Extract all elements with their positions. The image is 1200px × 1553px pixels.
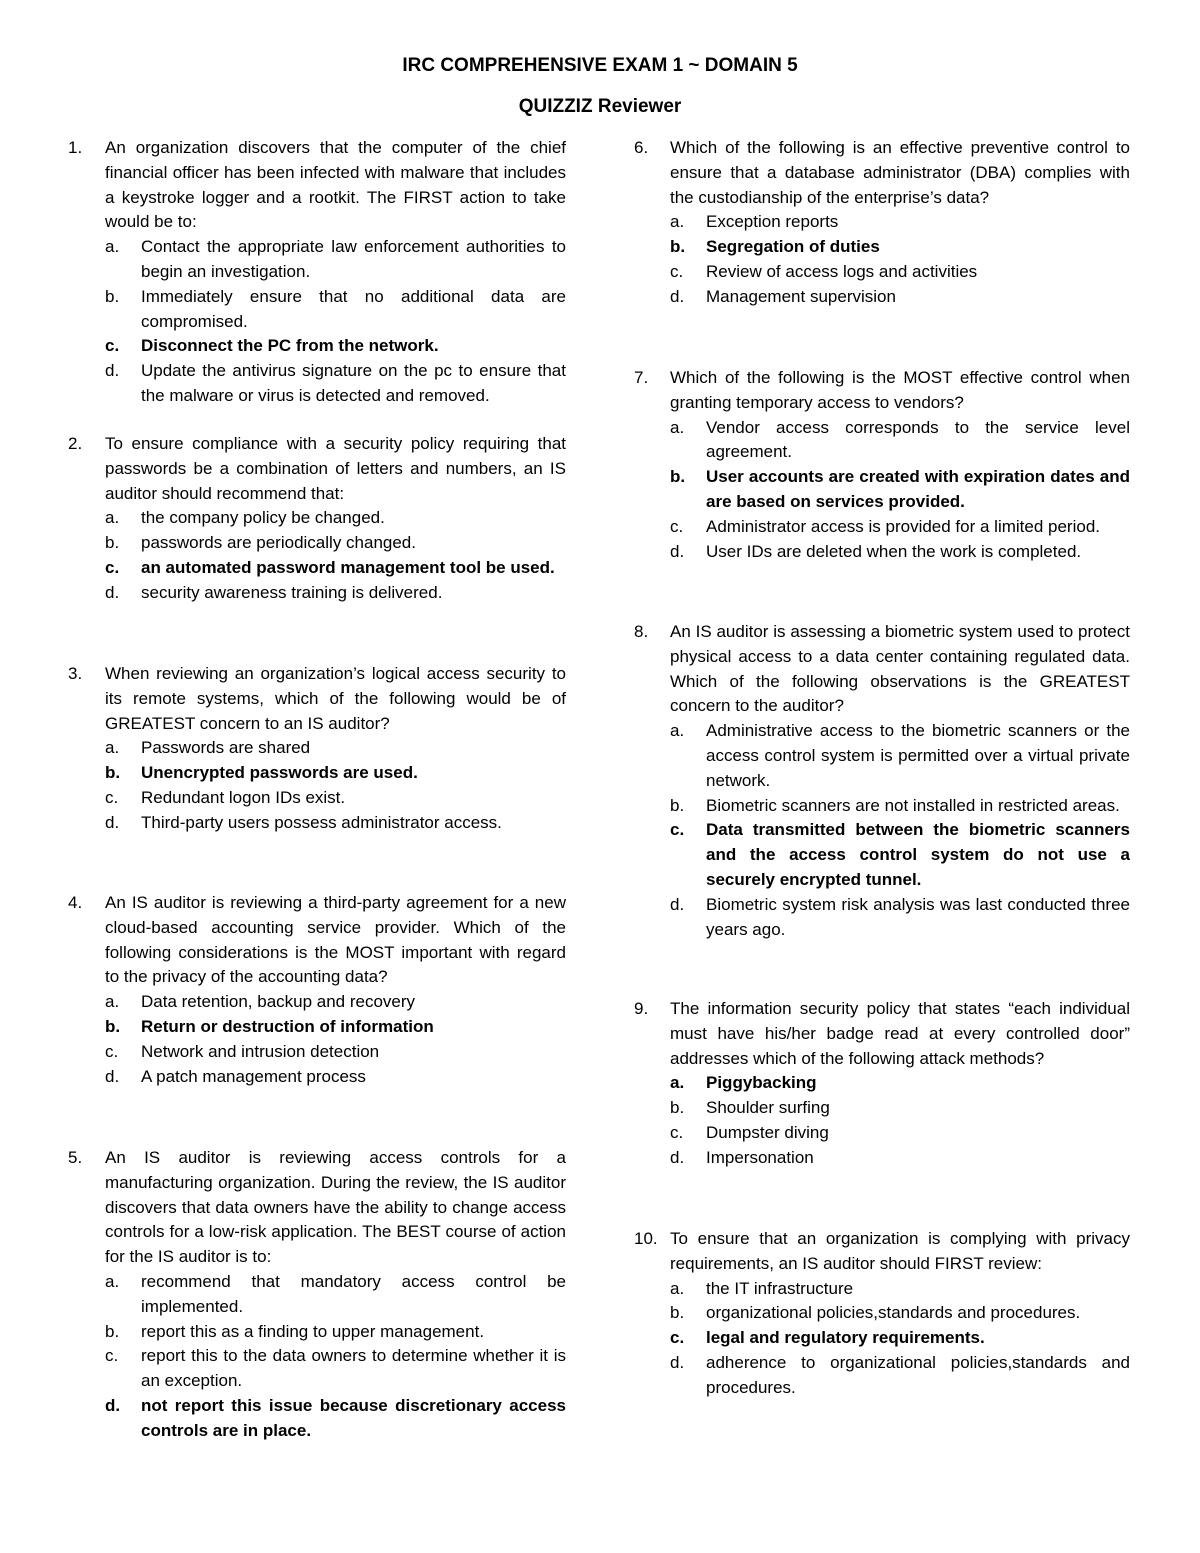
option-letter: b. — [670, 795, 685, 815]
question-number: 7. — [634, 368, 649, 387]
question-number: 9. — [634, 999, 649, 1018]
option-text: passwords are periodically changed. — [141, 533, 416, 553]
question-stem: The information security policy that states “each individual must have his/her badge read at every controlled door” addresses which of the following attack methods? — [670, 999, 1130, 1068]
option-letter: d. — [105, 361, 120, 381]
question-9 — [634, 997, 1130, 1171]
option-text: Administrative access to the biometric scanners or the access control system is permitted over a virtual private network. — [706, 721, 1130, 790]
option-text: Network and intrusion detection — [141, 1041, 380, 1061]
option-letter: a. — [670, 1278, 685, 1298]
option-text: organizational policies,standards and procedures. — [706, 1303, 1081, 1323]
question-3 — [68, 662, 566, 836]
option-letter: a. — [105, 738, 120, 758]
question-number: 3. — [68, 664, 83, 683]
correct-answer-text: Disconnect the PC from the network. — [141, 336, 439, 356]
option-text: recommend that mandatory access control be implemented. — [141, 1271, 566, 1316]
question-1 — [68, 136, 566, 409]
option-letter: b. — [670, 467, 686, 487]
question-stem: To ensure that an organization is complying with privacy requirements, an IS auditor should FIRST review: — [670, 1229, 1130, 1273]
option-letter: b. — [105, 1321, 120, 1341]
option-text: Contact the appropriate law enforcement authorities to begin an investigation. — [141, 237, 566, 281]
correct-answer-text: legal and regulatory requirements. — [706, 1328, 985, 1348]
question-stem: An organization discovers that the computer of the chief financial officer has been infected with malware that includes a keystroke logger and a rootkit. The FIRST action to take would be to: — [105, 138, 566, 232]
question-stem: To ensure compliance with a security policy requiring that passwords be a combination of letters and numbers, an IS auditor should recommend that: — [105, 434, 566, 503]
question-number: 10. — [634, 1229, 658, 1248]
question-2 — [68, 432, 566, 606]
option-letter: d. — [670, 1147, 685, 1167]
option-text: security awareness training is delivered. — [141, 582, 443, 602]
question-6 — [634, 136, 1130, 310]
option-letter: d. — [670, 286, 685, 306]
option-letter: b. — [670, 1303, 685, 1323]
option-text: report this to the data owners to determine whether it is an exception. — [141, 1346, 566, 1391]
option-text: Biometric scanners are not installed in restricted areas. — [706, 795, 1120, 815]
option-letter: a. — [670, 212, 685, 232]
option-text: Third-party users possess administrator access. — [141, 812, 502, 832]
correct-answer-text: Return or destruction of information — [141, 1016, 434, 1036]
question-number: 6. — [634, 138, 649, 157]
option-text: Passwords are shared — [141, 738, 311, 758]
option-letter: b. — [105, 286, 120, 306]
option-letter: c. — [670, 820, 685, 840]
option-letter: c. — [105, 1041, 119, 1061]
option-letter: a. — [105, 992, 120, 1012]
option-letter: c. — [670, 1122, 684, 1142]
correct-answer-text: User accounts are created with expiration dates and are based on services provided. — [706, 467, 1130, 511]
option-letter: a. — [105, 1271, 120, 1291]
option-letter: b. — [670, 237, 686, 257]
option-letter: c. — [105, 1346, 119, 1366]
option-text: the company policy be changed. — [141, 508, 385, 528]
option-letter: c. — [105, 787, 119, 807]
question-stem: An IS auditor is reviewing access controls for a manufacturing organization. During the review, the IS auditor discovers that data owners have the ability to change access controls for a low-risk application. The BEST course of action for the IS auditor is to: — [105, 1148, 566, 1267]
correct-answer-text: Segregation of duties — [706, 237, 880, 257]
option-text: A patch management process — [141, 1066, 366, 1086]
option-letter: c. — [670, 261, 684, 281]
question-number: 4. — [68, 893, 83, 912]
option-text: Update the antivirus signature on the pc to ensure that the malware or virus is detected and removed. — [141, 361, 566, 405]
option-letter: b. — [105, 533, 120, 553]
option-text: Shoulder surfing — [706, 1098, 830, 1118]
option-letter: b. — [105, 763, 121, 783]
option-text: Management supervision — [706, 286, 896, 306]
option-letter: d. — [670, 541, 685, 561]
question-number: 2. — [68, 434, 83, 453]
option-text: the IT infrastructure — [706, 1278, 854, 1298]
option-letter: a. — [105, 237, 120, 257]
option-letter: d. — [105, 812, 120, 832]
option-letter: b. — [670, 1098, 685, 1118]
option-letter: d. — [105, 1395, 121, 1415]
option-letter: d. — [670, 894, 685, 914]
correct-answer-text: Piggybacking — [706, 1073, 817, 1093]
question-stem: When reviewing an organization’s logical access security to its remote systems, which of the following would be of GREATEST concern to an IS auditor? — [105, 664, 566, 733]
question-10 — [634, 1227, 1130, 1401]
question-number: 5. — [68, 1148, 83, 1167]
question-stem: An IS auditor is reviewing a third-party agreement for a new cloud-based accounting service provider. Which of the following considerations is the MOST important with regard to the privacy of the accounting data? — [105, 893, 566, 987]
option-text: Redundant logon IDs exist. — [141, 787, 346, 807]
question-stem: Which of the following is an effective preventive control to ensure that a database administrator (DBA) complies with the custodianship of the enterprise’s data? — [670, 138, 1130, 207]
question-number: 1. — [68, 138, 83, 157]
option-text: Administrator access is provided for a limited period. — [706, 516, 1100, 536]
option-letter: a. — [670, 1073, 685, 1093]
option-text: Review of access logs and activities — [706, 261, 978, 281]
option-text: Immediately ensure that no additional data are compromised. — [141, 286, 566, 331]
option-text: Biometric system risk analysis was last conducted three years ago. — [706, 894, 1130, 939]
option-text: Vendor access corresponds to the service level agreement. — [706, 417, 1130, 462]
correct-answer-text: an automated password management tool be used. — [141, 557, 555, 577]
option-letter: a. — [670, 721, 685, 741]
question-5 — [68, 1146, 566, 1444]
option-text: Exception reports — [706, 212, 839, 232]
option-letter: d. — [105, 582, 120, 602]
option-letter: a. — [105, 508, 120, 528]
correct-answer-text: not report this issue because discretionary access controls are in place. — [141, 1395, 566, 1440]
option-letter: b. — [105, 1016, 121, 1036]
option-text: Data retention, backup and recovery — [141, 992, 416, 1012]
correct-answer-text: Data transmitted between the biometric scanners and the access control system do not use a securely encrypted tunnel. — [706, 820, 1130, 889]
option-text: Dumpster diving — [706, 1122, 829, 1142]
question-4 — [68, 891, 566, 1089]
question-stem: An IS auditor is assessing a biometric system used to protect physical access to a data center containing regulated data. Which of the following observations is the GREATEST concern to the auditor? — [670, 622, 1130, 716]
option-letter: c. — [105, 557, 120, 577]
option-text: adherence to organizational policies,standards and procedures. — [706, 1352, 1130, 1397]
question-stem: Which of the following is the MOST effective control when granting temporary access to vendors? — [670, 368, 1130, 412]
option-letter: d. — [670, 1352, 685, 1372]
page-subtitle: QUIZZIZ Reviewer — [518, 96, 682, 117]
option-letter: d. — [105, 1066, 120, 1086]
option-letter: c. — [105, 336, 120, 356]
option-letter: a. — [670, 417, 685, 437]
option-text: Impersonation — [706, 1147, 814, 1167]
page-title: IRC COMPREHENSIVE EXAM 1 ~ DOMAIN 5 — [402, 55, 798, 76]
question-number: 8. — [634, 622, 649, 641]
question-8 — [634, 620, 1130, 942]
correct-answer-text: Unencrypted passwords are used. — [141, 763, 418, 783]
option-letter: c. — [670, 1328, 685, 1348]
question-7 — [634, 366, 1130, 564]
option-letter: c. — [670, 516, 684, 536]
option-text: User IDs are deleted when the work is completed. — [706, 541, 1082, 561]
option-text: report this as a finding to upper management. — [141, 1321, 485, 1341]
